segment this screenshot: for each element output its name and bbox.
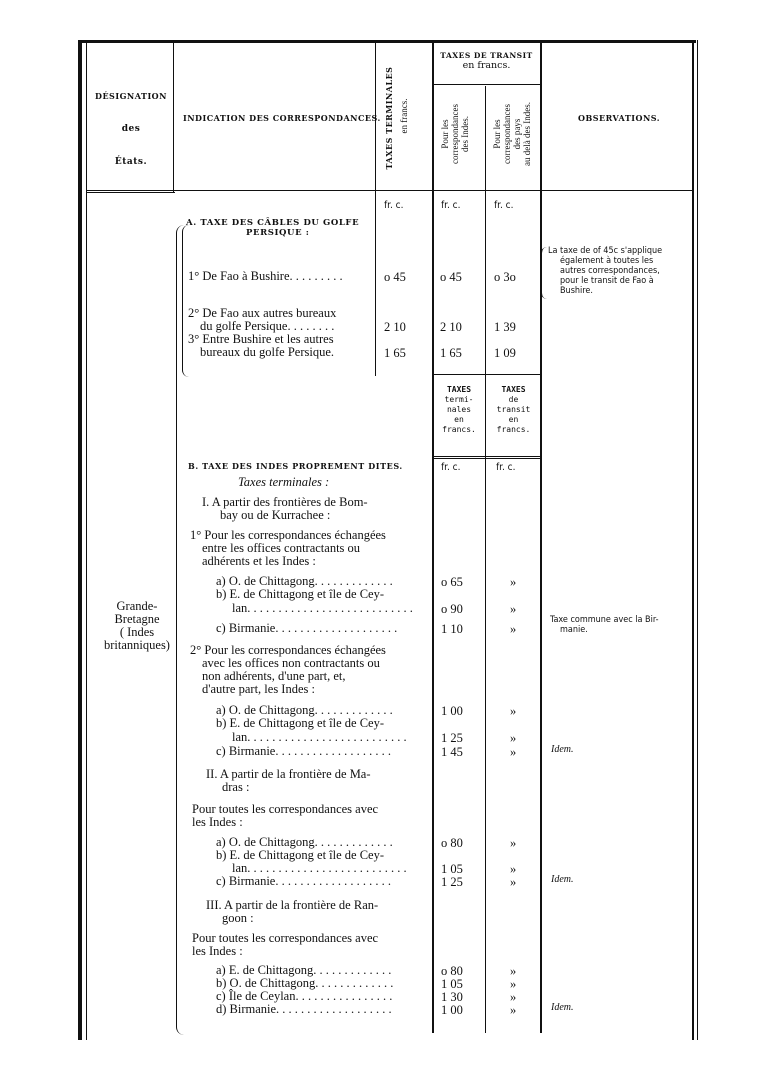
cell-terminales: 1 00 <box>441 704 463 718</box>
cell-terminales: o 80 <box>441 836 463 850</box>
cell-terminales: o 80 <box>441 964 463 978</box>
cell-terminales: 1 25 <box>441 731 463 745</box>
cell-transit: » <box>510 622 517 636</box>
unit-dela: fr. c. <box>494 200 514 211</box>
cell-transit-dela: 1 39 <box>494 320 516 334</box>
part-3-heading <box>206 899 378 925</box>
p4-intro-2: les Indes : <box>192 944 243 958</box>
pour-dela-4: au delà des Indes. <box>522 102 532 166</box>
row-label: 3° Entre Bushire et les autres <box>188 332 334 346</box>
row-label: a) O. de Chittagong. . . . . . . . . . . . . <box>216 574 393 588</box>
row-label: 2° De Fao aux autres bureaux <box>188 306 337 320</box>
row-label: c) Birmanie. . . . . . . . . . . . . . . . . . . . <box>216 621 398 635</box>
pour-dela-3: des pays <box>512 118 522 150</box>
cell-terminales: 1 65 <box>384 346 406 360</box>
sub-tr-5: francs. <box>496 425 531 434</box>
row-observation: Idem. <box>551 1002 574 1013</box>
header-taxes-transit <box>433 51 540 71</box>
p2-intro-2: avec les offices non contractants ou <box>202 656 380 670</box>
p4-intro <box>192 932 378 958</box>
pour-indes-1: Pour les <box>440 119 450 149</box>
cell-terminales: 2 10 <box>384 320 406 334</box>
row-label: b) O. de Chittagong. . . . . . . . . . . . . <box>216 976 394 990</box>
section-b-title: B. TAXE DES INDES PROPREMENT DITES. <box>188 461 403 471</box>
p4-intro-1: Pour toutes les correspondances avec <box>192 931 379 945</box>
cell-transit-indes: 1 65 <box>440 346 462 360</box>
p2-intro <box>190 644 386 696</box>
obs-2: manie. <box>560 625 588 635</box>
row-label: b) E. de Chittagong et île de Cey- <box>216 587 385 601</box>
obs-line-4: pour le transit de Fao à <box>560 276 654 286</box>
cell-terminales: o 45 <box>384 270 406 284</box>
row-label-2: lan. . . . . . . . . . . . . . . . . . . . . . . . . . <box>232 730 407 744</box>
row-label-2: du golfe Persique. . . . . . . . <box>200 319 335 333</box>
country-line-4: britanniques) <box>104 638 170 652</box>
cell-transit: » <box>510 977 517 991</box>
row-label: b) E. de Chittagong et île de Cey- <box>216 848 385 862</box>
unit-b-transit: fr. c. <box>496 462 516 473</box>
obs-line-5: Bushire. <box>560 286 593 296</box>
row-label: b) E. de Chittagong et île de Cey- <box>216 716 385 730</box>
row-observation: Idem. <box>551 744 574 755</box>
cell-terminales: 1 10 <box>441 622 463 636</box>
cell-transit: » <box>510 704 517 718</box>
row-label-2: bureaux du golfe Persique. <box>200 345 334 359</box>
cell-transit: » <box>510 964 517 978</box>
row-observation: Idem. <box>551 874 574 885</box>
sub-tr-3: transit <box>496 405 531 414</box>
unit-b-terminales: fr. c. <box>441 462 461 473</box>
cell-transit: » <box>510 862 517 876</box>
cell-terminales: o 90 <box>441 602 463 616</box>
part1-line-1: I. A partir des frontières de Bom- <box>202 495 368 509</box>
cell-transit: » <box>510 836 517 850</box>
cell-transit: » <box>510 875 517 889</box>
sub-t-3: nales <box>446 405 472 414</box>
observation-brace <box>541 247 547 299</box>
sub-t-4: en <box>454 415 464 424</box>
cell-terminales: 1 00 <box>441 1003 463 1017</box>
sub-tr-4: en <box>508 415 519 424</box>
cell-terminales: 1 05 <box>441 977 463 991</box>
row-label: c) Birmanie. . . . . . . . . . . . . . . . . . . <box>216 744 391 758</box>
part3-line-2: goon : <box>222 911 254 925</box>
obs-1: Taxe commune avec la Bir- <box>550 615 659 625</box>
sub-t-1: TAXES <box>446 385 472 394</box>
taxes-transit-sub: en francs. <box>462 60 511 71</box>
row-label: c) Île de Ceylan. . . . . . . . . . . . . . . . <box>216 989 393 1003</box>
header-observations: OBSERVATIONS. <box>578 113 661 123</box>
p3-intro-2: les Indes : <box>192 815 243 829</box>
cell-transit-dela: o 3o <box>494 270 516 284</box>
pour-indes-2: correspondances <box>450 104 460 164</box>
p1-intro-2: entre les offices contractants ou <box>202 541 361 555</box>
country-line-2: Bretagne <box>114 612 160 626</box>
country-line-1: Grande- <box>116 599 158 613</box>
p3-intro <box>192 803 378 829</box>
cell-transit: » <box>510 990 517 1004</box>
row-label: c) Birmanie. . . . . . . . . . . . . . . . . . . <box>216 874 391 888</box>
cell-transit-indes: o 45 <box>440 270 462 284</box>
obs-line-3: autres correspondances, <box>560 266 660 276</box>
country-line-3: ( Indes <box>119 625 155 639</box>
cell-terminales: 1 45 <box>441 745 463 759</box>
part3-line-1: III. A partir de la frontière de Ran- <box>206 898 379 912</box>
pour-dela-2: correspondances <box>502 104 512 164</box>
taxes-terminales-sub: en francs. <box>399 98 409 134</box>
cell-terminales: o 65 <box>441 575 463 589</box>
row-observation <box>550 615 659 635</box>
section-a-observation <box>548 246 662 296</box>
p1-intro <box>190 529 386 568</box>
p2-intro-1: 2° Pour les correspondances échangées <box>190 643 386 657</box>
pour-dela-1: Pour les <box>492 119 502 149</box>
part-2-heading <box>206 768 371 794</box>
row-label: a) O. de Chittagong. . . . . . . . . . . . . <box>216 835 393 849</box>
cell-terminales: 1 30 <box>441 990 463 1004</box>
obs-line-2: également à toutes les <box>560 256 654 266</box>
cell-transit: » <box>510 745 517 759</box>
header-designation <box>92 80 170 179</box>
unit-terminales: fr. c. <box>384 200 404 211</box>
row-label-2: lan. . . . . . . . . . . . . . . . . . . . . . . . . . <box>232 861 407 875</box>
header-indication: INDICATION DES CORRESPONDANCES. <box>183 113 381 123</box>
row-label: a) E. de Chittagong. . . . . . . . . . . . . <box>216 963 392 977</box>
p1-intro-3: adhérents et les Indes : <box>202 554 316 568</box>
row-label-2: lan. . . . . . . . . . . . . . . . . . . . . . . . . . . <box>232 601 413 615</box>
p1-intro-1: 1° Pour les correspondances échangées <box>190 528 386 542</box>
row-label: a) O. de Chittagong. . . . . . . . . . . . . <box>216 703 393 717</box>
sub-tr-2: de <box>508 395 519 404</box>
p2-intro-3: non adhérents, d'une part, et, <box>202 669 346 683</box>
taxes-terminales-title: TAXES TERMINALES <box>384 66 394 170</box>
designation-line-2: des <box>121 124 141 134</box>
sub-t-2: termi- <box>444 395 474 404</box>
part-1-heading <box>202 496 368 522</box>
p3-intro-1: Pour toutes les correspondances avec <box>192 802 379 816</box>
unit-indes: fr. c. <box>441 200 461 211</box>
cell-terminales: 1 25 <box>441 875 463 889</box>
obs-line-1: La taxe de of 45c s'applique <box>548 246 663 256</box>
subheader-transit <box>487 385 540 435</box>
part2-line-1: II. A partir de la frontière de Ma- <box>206 767 371 781</box>
cell-terminales: 1 05 <box>441 862 463 876</box>
part2-line-2: dras : <box>222 780 250 794</box>
part1-line-2: bay ou de Kurrachee : <box>220 508 331 522</box>
designation-line-3: États. <box>114 157 148 167</box>
cell-transit: » <box>510 1003 517 1017</box>
designation-line-1: DÉSIGNATION <box>95 91 167 101</box>
sub-t-5: francs. <box>442 425 476 434</box>
row-label: 1° De Fao à Bushire. . . . . . . . . <box>188 269 343 283</box>
country-label <box>94 600 180 652</box>
section-a-title <box>186 218 359 238</box>
cell-transit-dela: 1 09 <box>494 346 516 360</box>
section-a-title-1: A. TAXE DES CÂBLES DU GOLFE <box>186 218 360 228</box>
section-a-title-2: PERSIQUE : <box>246 228 310 238</box>
cell-transit: » <box>510 575 517 589</box>
pour-indes-3: des Indes. <box>460 116 470 152</box>
subheader-terminales <box>434 385 484 435</box>
p2-intro-4: d'autre part, les Indes : <box>202 682 315 696</box>
cell-transit-indes: 2 10 <box>440 320 462 334</box>
taxes-transit-title: TAXES DE TRANSIT <box>440 51 533 60</box>
row-label: d) Birmanie. . . . . . . . . . . . . . . . . . . <box>216 1002 392 1016</box>
section-a-bracket <box>182 225 189 377</box>
section-b-subtitle: Taxes terminales : <box>238 475 330 489</box>
cell-transit: » <box>510 731 517 745</box>
cell-transit: » <box>510 602 517 616</box>
sub-tr-1: TAXES <box>501 385 526 394</box>
